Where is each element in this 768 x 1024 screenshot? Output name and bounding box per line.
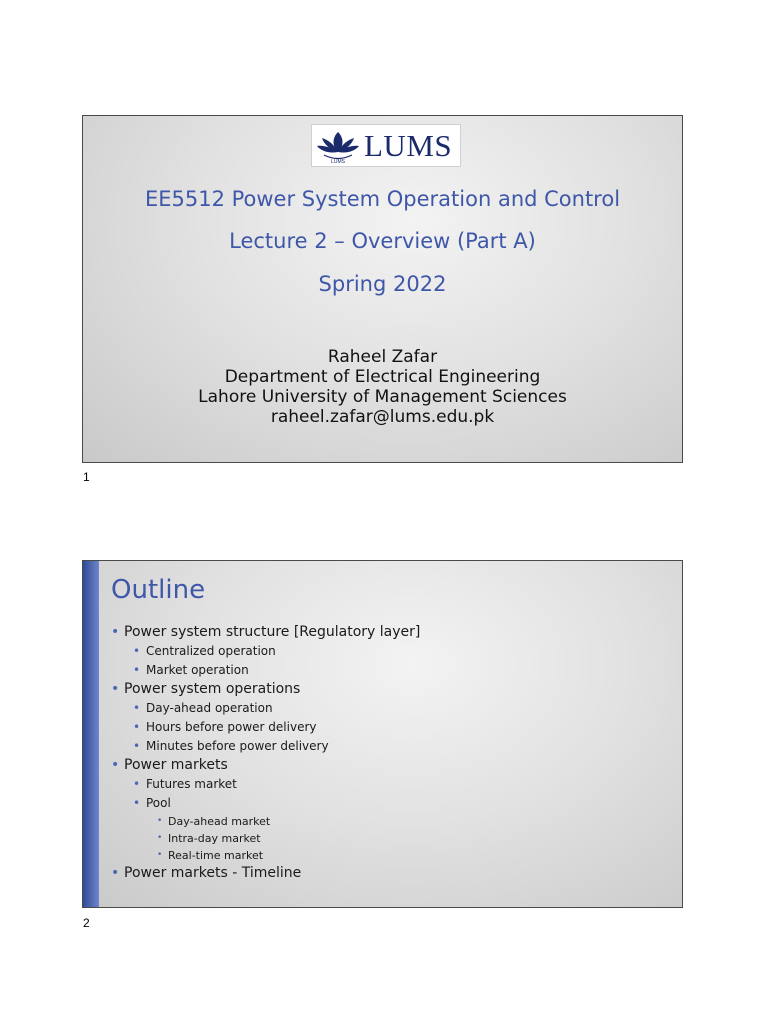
department-name: Department of Electrical Engineering <box>224 367 541 387</box>
outline-item-text: Minutes before power delivery <box>146 739 329 753</box>
author-block <box>83 347 682 427</box>
outline-item-text: Power markets - Timeline <box>124 865 302 881</box>
outline-item-level-3 <box>111 830 672 847</box>
outline-item-level-1 <box>111 756 672 775</box>
outline-item-level-3 <box>111 813 672 830</box>
bullet-icon: • <box>111 757 120 773</box>
lums-emblem-icon <box>314 126 362 166</box>
outline-heading: Outline <box>111 575 206 605</box>
bullet-icon: • <box>111 624 120 640</box>
bullet-icon: • <box>133 739 141 753</box>
page-number-1: 1 <box>83 470 90 484</box>
outline-item-level-1 <box>111 864 672 883</box>
lums-logo <box>311 124 461 167</box>
outline-item-level-2 <box>111 794 672 813</box>
bullet-icon: • <box>157 816 163 826</box>
page-number-2: 2 <box>83 916 90 930</box>
bullet-icon: • <box>133 644 141 658</box>
outline-item-text: Pool <box>146 796 171 810</box>
slide-1 <box>82 115 683 463</box>
outline-item-level-2 <box>111 775 672 794</box>
bullet-icon: • <box>133 796 141 810</box>
outline-item-text: Market operation <box>146 663 249 677</box>
bullet-icon: • <box>133 701 141 715</box>
outline-item-level-2 <box>111 718 672 737</box>
outline-item-level-3 <box>111 847 672 864</box>
author-name: Raheel Zafar <box>327 347 438 367</box>
term-label: Spring 2022 <box>318 272 447 296</box>
outline-item-text: Day-ahead operation <box>146 701 273 715</box>
slide-2 <box>82 560 683 908</box>
outline-list <box>111 623 672 883</box>
outline-item-level-2 <box>111 699 672 718</box>
author-email[interactable]: raheel.zafar@lums.edu.pk <box>270 407 495 427</box>
accent-bar <box>83 561 99 907</box>
bullet-icon: • <box>157 850 163 860</box>
outline-item-level-2 <box>111 642 672 661</box>
outline-item-text: Hours before power delivery <box>146 720 317 734</box>
bullet-icon: • <box>157 833 163 843</box>
lecture-subtitle: Lecture 2 – Overview (Part A) <box>229 229 536 253</box>
outline-item-text: Power markets <box>124 757 228 773</box>
outline-item-text: Futures market <box>146 777 237 791</box>
outline-item-level-1 <box>111 680 672 699</box>
bullet-icon: • <box>133 663 141 677</box>
outline-item-text: Power system structure [Regulatory layer] <box>124 624 421 640</box>
outline-item-level-2 <box>111 661 672 680</box>
university-name: Lahore University of Management Sciences <box>198 387 567 407</box>
outline-item-text: Centralized operation <box>146 644 276 658</box>
outline-item-level-2 <box>111 737 672 756</box>
bullet-icon: • <box>111 865 120 881</box>
bullet-icon: • <box>133 720 141 734</box>
outline-item-text: Power system operations <box>124 681 301 697</box>
outline-item-level-1 <box>111 623 672 642</box>
bullet-icon: • <box>111 681 120 697</box>
logo-text: LUMS <box>364 127 453 163</box>
bullet-icon: • <box>133 777 141 791</box>
course-title: EE5512 Power System Operation and Control <box>144 187 621 211</box>
outline-item-text: Day-ahead market <box>168 815 271 828</box>
outline-item-text: Real-time market <box>168 849 264 862</box>
lums-emblem-text: LUMS <box>331 158 345 165</box>
outline-item-text: Intra-day market <box>168 832 261 845</box>
